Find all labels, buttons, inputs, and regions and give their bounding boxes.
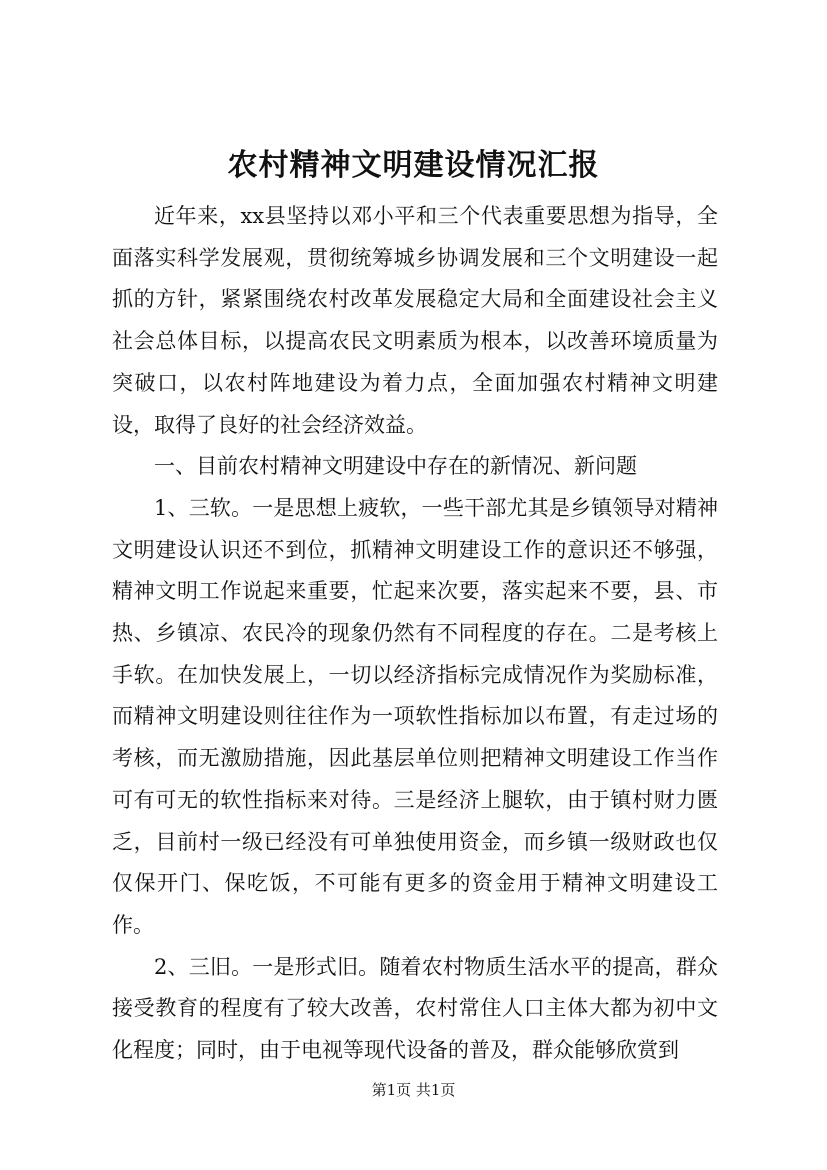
document-title: 农村精神文明建设情况汇报 <box>227 148 600 183</box>
section-heading: 一、目前农村精神文明建设中存在的新情况、新问题 <box>154 454 637 479</box>
paragraph-intro: 近年来，xx县坚持以邓小平和三个代表重要思想为指导，全面落实科学发展观，贯彻统筹城乡协调发展和三个文明建设一起抓的方针，紧紧围绕农村改革发展稳定大局和全面建设社会主义社会总体目标，以提高农民文明素质为根本，以改善环境质量为突破口，以农村阵地建设为着力点，全面加强农村精神文明建设，取得了良好的社会经济效益。 <box>112 204 718 437</box>
page-number-footer: 第1页 共1页 <box>371 1081 456 1099</box>
paragraph-three-soft: 1、三软。一是思想上疲软，一些干部尤其是乡镇领导对精神文明建设认识还不到位，抓精神文明建设工作的意识还不够强，精神文明工作说起来重要，忙起来次要，落实起来不要，县、市热、乡镇凉、农民冷的现象仍然有不同程度的存在。二是考核上手软。在加快发展上，一切以经济指标完成情况作为奖励标准，而精神文明建设则往往作为一项软性指标加以布置，有走过场的考核，而无激励措施，因此基层单位则把精神文明建设工作当作可有可无的软性指标来对待。三是经济上腿软，由于镇村财力匮乏，目前村一级已经没有可单独使用资金，而乡镇一级财政也仅仅保开门、保吃饭，不可能有更多的资金用于精神文明建设工作。 <box>112 495 718 937</box>
paragraph-three-old: 2、三旧。一是形式旧。随着农村物质生活水平的提高，群众接受教育的程度有了较大改善，农村常住人口主体大都为初中文化程度；同时，由于电视等现代设备的普及，群众能够欣赏到 <box>112 954 718 1063</box>
document-body <box>112 196 718 1072</box>
